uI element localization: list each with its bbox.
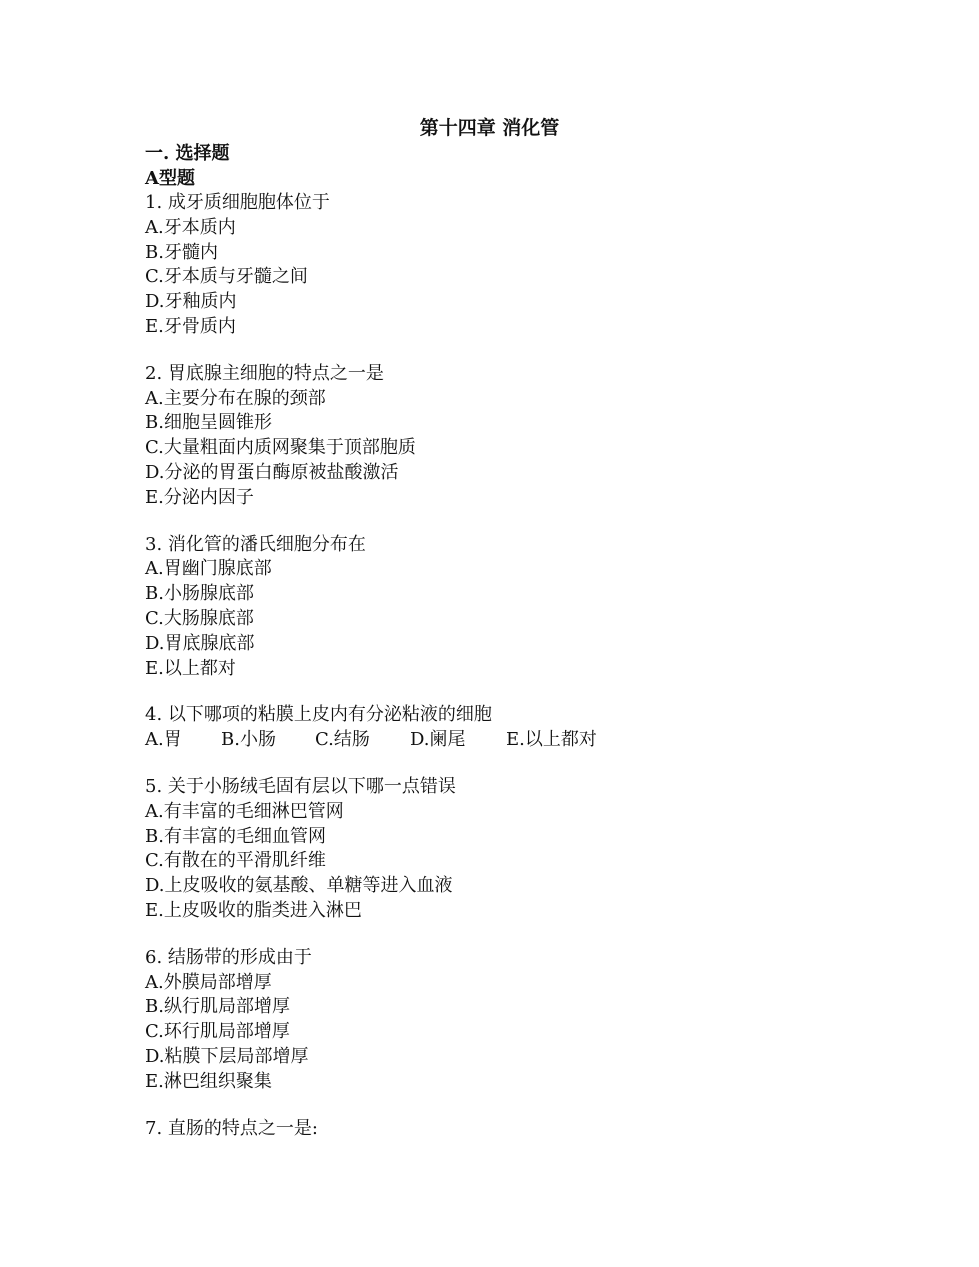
option-a: A.有丰富的毛细淋巴管网 bbox=[145, 800, 344, 822]
question-stem: 5. 关于小肠绒毛固有层以下哪一点错误 bbox=[145, 775, 456, 797]
inline-options bbox=[145, 728, 845, 753]
option-c: C.大量粗面内质网聚集于顶部胞质 bbox=[145, 437, 416, 459]
question-stem: 6. 结肠带的形成由于 bbox=[145, 946, 312, 968]
question-1 bbox=[145, 191, 845, 340]
option-b: B.有丰富的毛细血管网 bbox=[145, 825, 326, 847]
option-e: E.以上都对 bbox=[506, 729, 597, 751]
option-a: A.主要分布在腺的颈部 bbox=[145, 387, 326, 409]
option-b: B.细胞呈圆锥形 bbox=[145, 412, 272, 434]
option-e: E.淋巴组织聚集 bbox=[145, 1070, 272, 1092]
option-d: D.阑尾 bbox=[410, 729, 466, 751]
option-c: C.环行肌局部增厚 bbox=[145, 1021, 290, 1043]
option-b: B.小肠 bbox=[221, 729, 276, 751]
option-b: B.小肠腺底部 bbox=[145, 583, 254, 605]
option-e: E.牙骨质内 bbox=[145, 315, 236, 337]
document-body bbox=[145, 141, 845, 1163]
question-stem: 7. 直肠的特点之一是: bbox=[145, 1117, 318, 1139]
option-c: C.大肠腺底部 bbox=[145, 607, 254, 629]
option-c: C.有散在的平滑肌纤维 bbox=[145, 850, 326, 872]
option-e: E.上皮吸收的脂类进入淋巴 bbox=[145, 899, 362, 921]
question-stem: 3. 消化管的潘氏细胞分布在 bbox=[145, 533, 366, 555]
question-stem: 4. 以下哪项的粘膜上皮内有分泌粘液的细胞 bbox=[145, 704, 492, 726]
option-d: D.上皮吸收的氨基酸、单糖等进入血液 bbox=[145, 875, 453, 897]
option-d: D.粘膜下层局部增厚 bbox=[145, 1045, 309, 1067]
option-d: D.分泌的胃蛋白酶原被盐酸激活 bbox=[145, 461, 399, 483]
option-a: A.外膜局部增厚 bbox=[145, 971, 272, 993]
option-d: D.胃底腺底部 bbox=[145, 632, 255, 654]
question-stem: 1. 成牙质细胞胞体位于 bbox=[145, 192, 330, 213]
option-e: E.以上都对 bbox=[145, 657, 236, 679]
option-a: A.胃幽门腺底部 bbox=[145, 558, 272, 580]
question-3 bbox=[145, 533, 845, 682]
section-heading: 一. 选择题 bbox=[145, 143, 230, 164]
option-a: A.胃 bbox=[145, 729, 182, 751]
question-7 bbox=[145, 1117, 845, 1142]
question-4 bbox=[145, 703, 845, 753]
question-2 bbox=[145, 362, 845, 511]
option-d: D.牙釉质内 bbox=[145, 291, 237, 313]
option-c: C.牙本质与牙髓之间 bbox=[145, 266, 308, 288]
question-stem: 2. 胃底腺主细胞的特点之一是 bbox=[145, 362, 384, 384]
subsection-heading: A型题 bbox=[145, 168, 195, 189]
option-b: B.纵行肌局部增厚 bbox=[145, 996, 290, 1018]
chapter-title: 第十四章 消化管 bbox=[419, 117, 560, 139]
question-6 bbox=[145, 946, 845, 1095]
option-e: E.分泌内因子 bbox=[145, 486, 254, 508]
option-a: A.牙本质内 bbox=[145, 216, 236, 238]
option-b: B.牙髓内 bbox=[145, 241, 218, 263]
question-5 bbox=[145, 775, 845, 924]
option-c: C.结肠 bbox=[315, 729, 370, 751]
